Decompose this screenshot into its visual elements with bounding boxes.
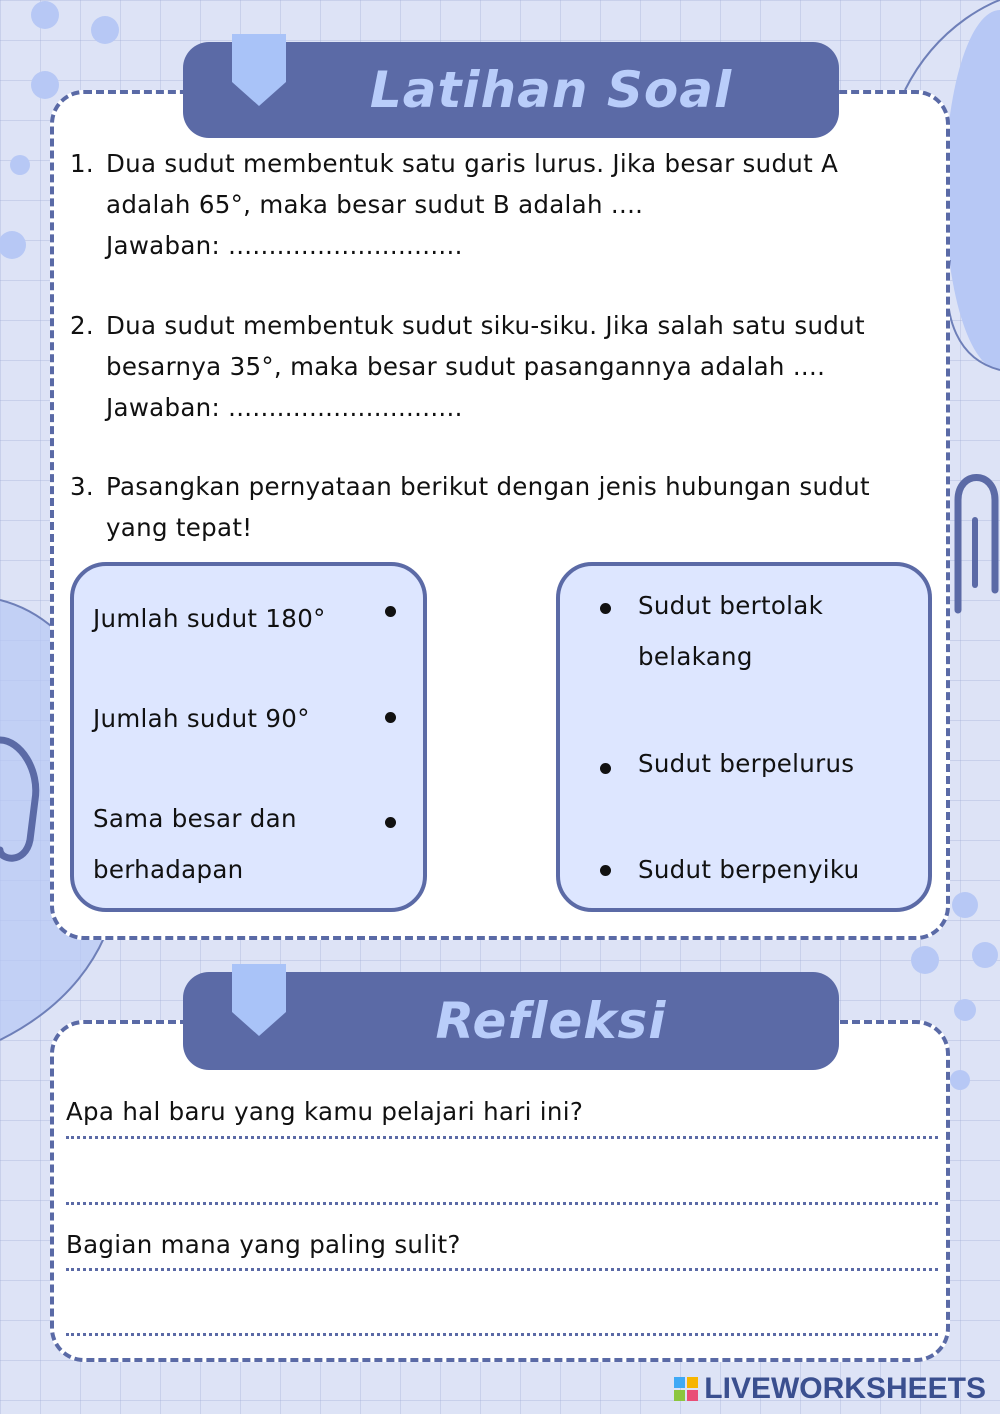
match-dot-right-3[interactable] [600, 865, 611, 876]
question-number: 1. [70, 149, 94, 178]
question-number: 3. [70, 472, 94, 501]
answer-field[interactable]: Jawaban: ............................. [106, 393, 463, 422]
relation-text: belakang [638, 642, 753, 671]
answer-line[interactable] [66, 1136, 938, 1139]
brand-text: LIVEWORKSHEETS [704, 1372, 986, 1405]
question-2 [70, 305, 940, 428]
bookmark-icon [232, 34, 286, 106]
question-text-line: adalah 65°, maka besar sudut B adalah .... [106, 190, 644, 219]
reflection-prompt-2: Bagian mana yang paling sulit? [66, 1230, 461, 1259]
question-text-line: yang tepat! [106, 513, 253, 542]
statement-item [93, 593, 326, 644]
relation-text: Sudut bertolak [638, 591, 824, 620]
question-text-line: Pasangkan pernyataan berikut dengan jenis hubungan sudut [106, 472, 870, 501]
question-text-line: Dua sudut membentuk satu garis lurus. Jika besar sudut A [106, 149, 839, 178]
question-1 [70, 143, 940, 266]
statement-text: Jumlah sudut 180° [93, 604, 326, 633]
logo-icon [674, 1377, 698, 1401]
match-dot-left-2[interactable] [385, 712, 396, 723]
match-dot-left-1[interactable] [385, 606, 396, 617]
relation-item [638, 844, 859, 895]
liveworksheets-logo [674, 1372, 986, 1406]
reflection-prompt-1: Apa hal baru yang kamu pelajari hari ini? [66, 1097, 584, 1126]
question-number: 2. [70, 311, 94, 340]
question-3 [70, 466, 940, 548]
statement-item [93, 693, 310, 744]
relation-text: Sudut berpelurus [638, 749, 855, 778]
answer-line[interactable] [66, 1268, 938, 1271]
answer-line[interactable] [66, 1333, 938, 1336]
reflection-card [50, 1020, 950, 1362]
answer-line[interactable] [66, 1202, 938, 1205]
relation-item [638, 738, 854, 789]
bookmark-icon [232, 964, 286, 1036]
question-text-line: besarnya 35°, maka besar sudut pasangannya adalah .... [106, 352, 826, 381]
question-text-line: Dua sudut membentuk sudut siku-siku. Jika salah satu sudut [106, 311, 865, 340]
statement-item [93, 793, 297, 895]
statement-text: Jumlah sudut 90° [93, 704, 310, 733]
reflection-title: Refleksi [435, 992, 667, 1050]
match-dot-right-1[interactable] [600, 603, 611, 614]
match-dot-right-2[interactable] [600, 763, 611, 774]
relation-item [638, 580, 823, 682]
statement-text: Sama besar dan [93, 804, 297, 833]
statement-text: berhadapan [93, 855, 244, 884]
exercise-title: Latihan Soal [369, 61, 733, 119]
answer-field[interactable]: Jawaban: ............................. [106, 231, 463, 260]
relation-text: Sudut berpenyiku [638, 855, 860, 884]
match-dot-left-3[interactable] [385, 817, 396, 828]
